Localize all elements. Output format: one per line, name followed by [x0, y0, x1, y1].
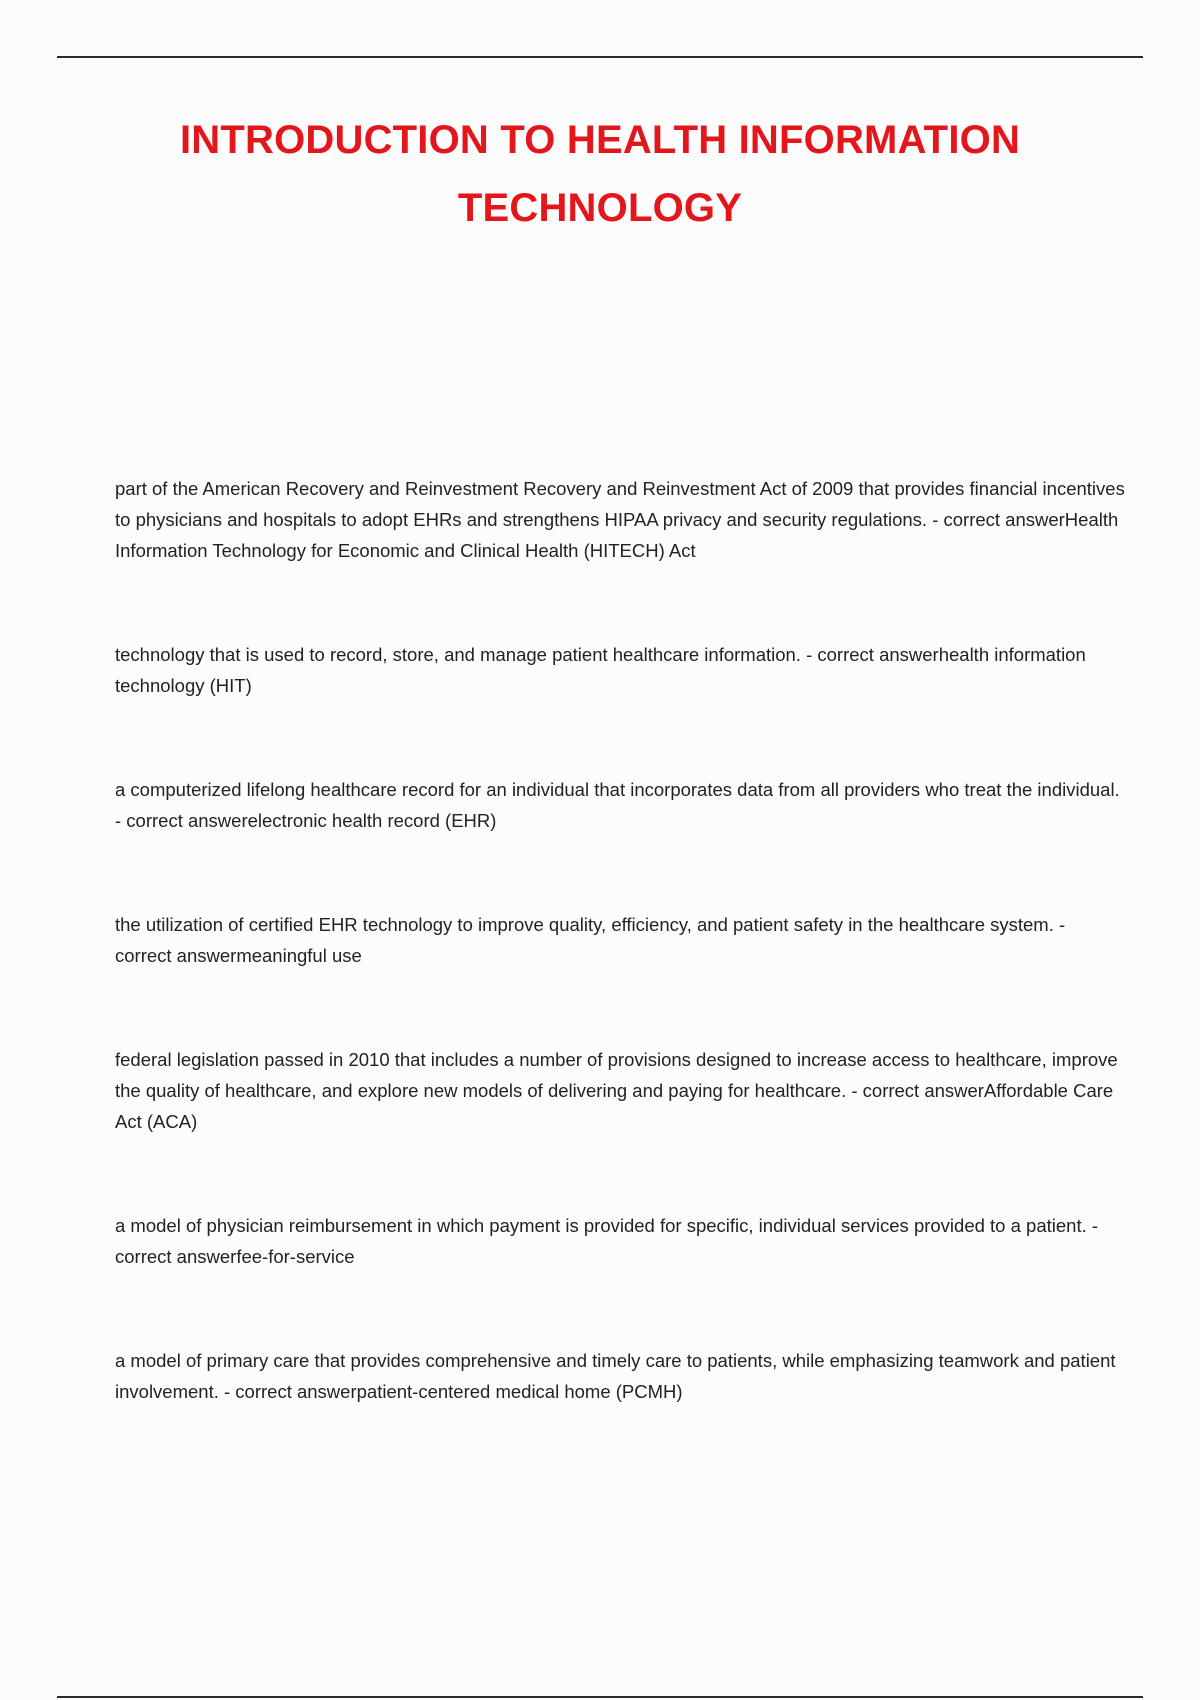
- top-divider: [57, 56, 1143, 58]
- flashcard-entry-meaningful-use: the utilization of certified EHR technology to improve quality, efficiency, and patient safety in the healthcare system. - correct answermeaningful use: [115, 914, 1066, 966]
- document-title: INTRODUCTION TO HEALTH INFORMATION TECHNOLOGY: [179, 118, 1021, 230]
- flashcard-list: [115, 473, 1125, 1480]
- flashcard-entry-aca: federal legislation passed in 2010 that includes a number of provisions designed to increase access to healthcare, improve the quality of healthcare, and explore new models of delivering and paying for healthcare. - correct answerAffordable Care Act (ACA): [115, 1049, 1118, 1132]
- flashcard-entry-hitech: part of the American Recovery and Reinvestment Recovery and Reinvestment Act of 2009 that provides financial incentives to physicians and hospitals to adopt EHRs and strengthens HIPAA privacy and security regulations. - correct answerHealth Information Technology for Economic and Clinical Health (HITECH) Act: [115, 478, 1125, 561]
- bottom-divider: [57, 1696, 1143, 1698]
- flashcard-entry-hit: technology that is used to record, store, and manage patient healthcare information. - correct answerhealth information technology (HIT): [115, 644, 1086, 696]
- flashcard-entry-fee-for-service: a model of physician reimbursement in which payment is provided for specific, individual services provided to a patient. - correct answerfee-for-service: [115, 1215, 1099, 1267]
- flashcard-entry-ehr: a computerized lifelong healthcare record for an individual that incorporates data from all providers who treat the individual. - correct answerelectronic health record (EHR): [115, 779, 1120, 831]
- flashcard-entry-pcmh: a model of primary care that provides comprehensive and timely care to patients, while emphasizing teamwork and patient involvement. - correct answerpatient-centered medical home (PCMH): [115, 1350, 1116, 1402]
